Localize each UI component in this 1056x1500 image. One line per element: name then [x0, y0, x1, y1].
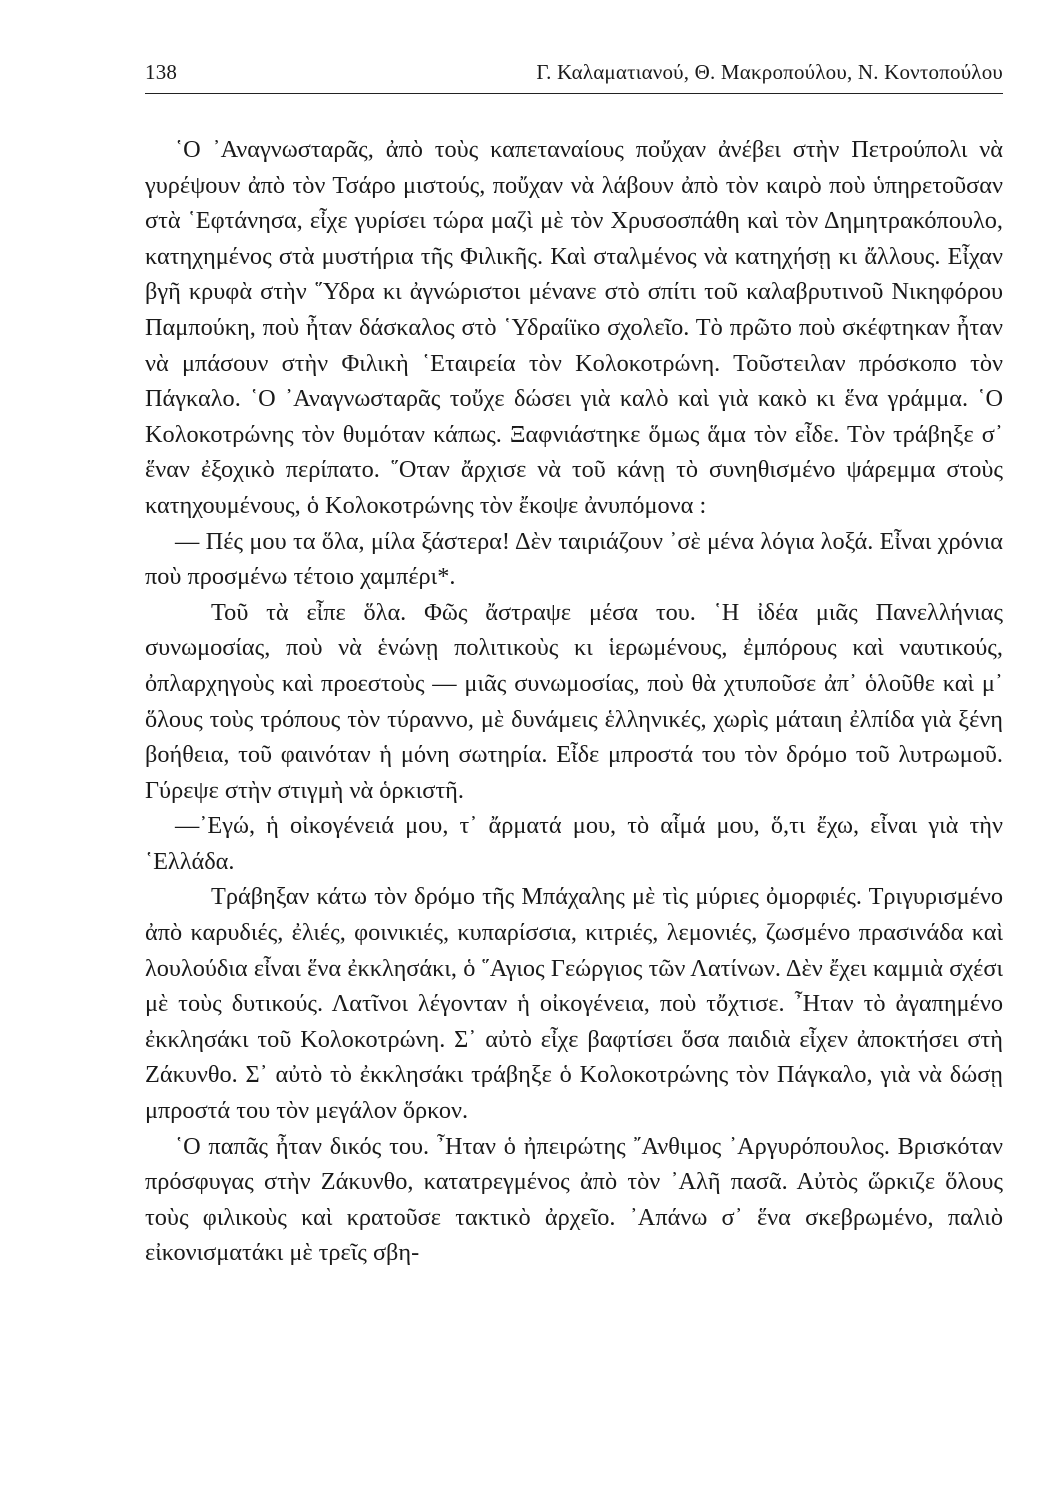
- paragraph-anagnostaras: ῾Ο ᾿Αναγνωσταρᾶς, ἀπὸ τοὺς καπεταναίους ποὔχαν ἀνέβει στὴν Πετρούπολι νὰ γυρέψουν ἀπὸ τὸν Τσάρο μιστούς, ποὔχαν νὰ λάβουν ἀπὸ τὸν καιρὸ ποὺ ὑπηρετοῦσαν στὰ ῾Εφτάνησα, εἶχε γυρίσει τώρα μαζὶ μὲ τὸν Χρυσοσπάθη καὶ τὸν Δημητρακόπουλο, κατηχημένος στὰ μυστήρια τῆς Φιλικῆς. Καὶ σταλμένος νὰ κατηχήσῃ κι ἄλλους. Εἶχαν βγῆ κρυφὰ στὴν ῞Υδρα κι ἀγνώριστοι μένανε στὸ σπίτι τοῦ καλαβρυτινοῦ Νικηφόρου Παμπούκη, ποὺ ἦταν δάσκαλος στὸ ῾Υδραίϊκο σχολεῖο. Τὸ πρῶτο ποὺ σκέφτηκαν ἦταν νὰ μπάσουν στὴν Φιλικὴ ῾Εταιρεία τὸν Κολοκοτρώνη. Τοῦστειλαν πρόσκοπο τὸν Πάγκαλο. ῾Ο ᾿Αναγνωσταρᾶς τοὔχε δώσει γιὰ καλὸ καὶ γιὰ κακὸ κι ἕνα γράμμα. ῾Ο Κολοκοτρώνης τὸν θυμόταν κάπως. Ξαφνιάστηκε ὅμως ἅμα τὸν εἶδε. Τὸν τράβηξε σ᾿ ἕναν ἐξοχικὸ περίπατο. ῞Οταν ἄρχισε νὰ τοῦ κάνῃ τὸ συνηθισμένο ψάρεμμα στοὺς κατηχουμένους, ὁ Κολοκοτρώνης τὸν ἔκοψε ἀνυπόμονα :: [145, 136, 1003, 519]
- page-number: 138: [145, 60, 178, 84]
- paragraph-idea: Τοῦ τὰ εἶπε ὅλα. Φῶς ἄστραψε μέσα του. ῾Η ἰδέα μιᾶς Πανελλήνιας συνωμοσίας, ποὺ νὰ ἑνώνῃ πολιτικοὺς κι ἱερωμένους, ἐμπόρους καὶ ναυτικούς, ὀπλαρχηγοὺς καὶ προεστοὺς — μιᾶς συνωμοσίας, ποὺ θὰ χτυποῦσε ἀπ᾿ ὁλοῦθε καὶ μ᾿ ὅλους τοὺς τρόπους τὸν τύραννο, μὲ δυνάμεις ἑλληνικές, χωρὶς μάταιη ἐλπίδα γιὰ ξένη βοήθεια, τοῦ φαινόταν ἡ μόνη σωτηρία. Εἶδε μπροστά του τὸν δρόμο τοῦ λυτρωμοῦ. Γύρεψε στὴν στιγμὴ νὰ ὁρκιστῆ.: [145, 598, 1003, 804]
- running-header: [145, 60, 1003, 94]
- header-authors: Γ. Καλαματιανού, Θ. Μακροπούλου, Ν. Κοντοπούλου: [536, 60, 1003, 84]
- paragraph-oath: —᾿Εγώ, ἡ οἰκογένειά μου, τ᾿ ἄρματά μου, τὸ αἷμά μου, ὅ,τι ἔχω, εἶναι γιὰ τὴν ῾Ελλάδα.: [145, 812, 1003, 875]
- paragraph-bachali-road: Τράβηξαν κάτω τὸν δρόμο τῆς Μπάχαλης μὲ τὶς μύριες ὀμορφιές. Τριγυρισμένο ἀπὸ καρυδιές, ἐλιές, φοινικιές, κυπαρίσσια, κιτριές, λεμονιές, ζωσμένο πρασινάδα καὶ λουλούδια εἶναι ἕνα ἐκκλησάκι, ὁ ῞Αγιος Γεώργιος τῶν Λατίνων. Δὲν ἔχει καμμιὰ σχέσι μὲ τοὺς δυτικούς. Λατῖνοι λέγονταν ἡ οἰκογένεια, ποὺ τὄχτισε. ῏Ηταν τὸ ἀγαπημένο ἐκκλησάκι τοῦ Κολοκοτρώνη. Σ᾿ αὐτὸ εἶχε βαφτίσει ὅσα παιδιὰ εἶχεν ἀποκτήσει στὴ Ζάκυνθο. Σ᾿ αὐτὸ τὸ ἐκκλησάκι τράβηξε ὁ Κολοκοτρώνης τὸν Πάγκαλο, γιὰ νὰ δώσῃ μπροστά του τὸν μεγάλον ὅρκον.: [145, 883, 1003, 1125]
- body-text: [145, 132, 1003, 1271]
- book-page: [145, 60, 1003, 1271]
- paragraph-dialog-kolokotronis: — Πές μου τα ὅλα, μίλα ξάστερα! Δὲν ταιριάζουν ᾿σὲ μένα λόγια λοξά. Εἶναι χρόνια ποὺ προσμένω τέτοιο χαμπέρι*.: [145, 527, 1003, 591]
- paragraph-priest: ῾Ο παπᾶς ἦταν δικός του. ῏Ηταν ὁ ἠπειρώτης ῎Ανθιμος ᾿Αργυρόπουλος. Βρισκόταν πρόσφυγας στὴν Ζάκυνθο, κατατρεγμένος ἀπὸ τὸν ᾿Αλῆ πασᾶ. Αὐτὸς ὥρκιζε ὅλους τοὺς φιλικοὺς καὶ κρατοῦσε τακτικὸ ἀρχεῖο. ᾿Απάνω σ᾿ ἕνα σκεβρωμένο, παλιὸ εἰκονισματάκι μὲ τρεῖς σβη-: [145, 1132, 1003, 1267]
